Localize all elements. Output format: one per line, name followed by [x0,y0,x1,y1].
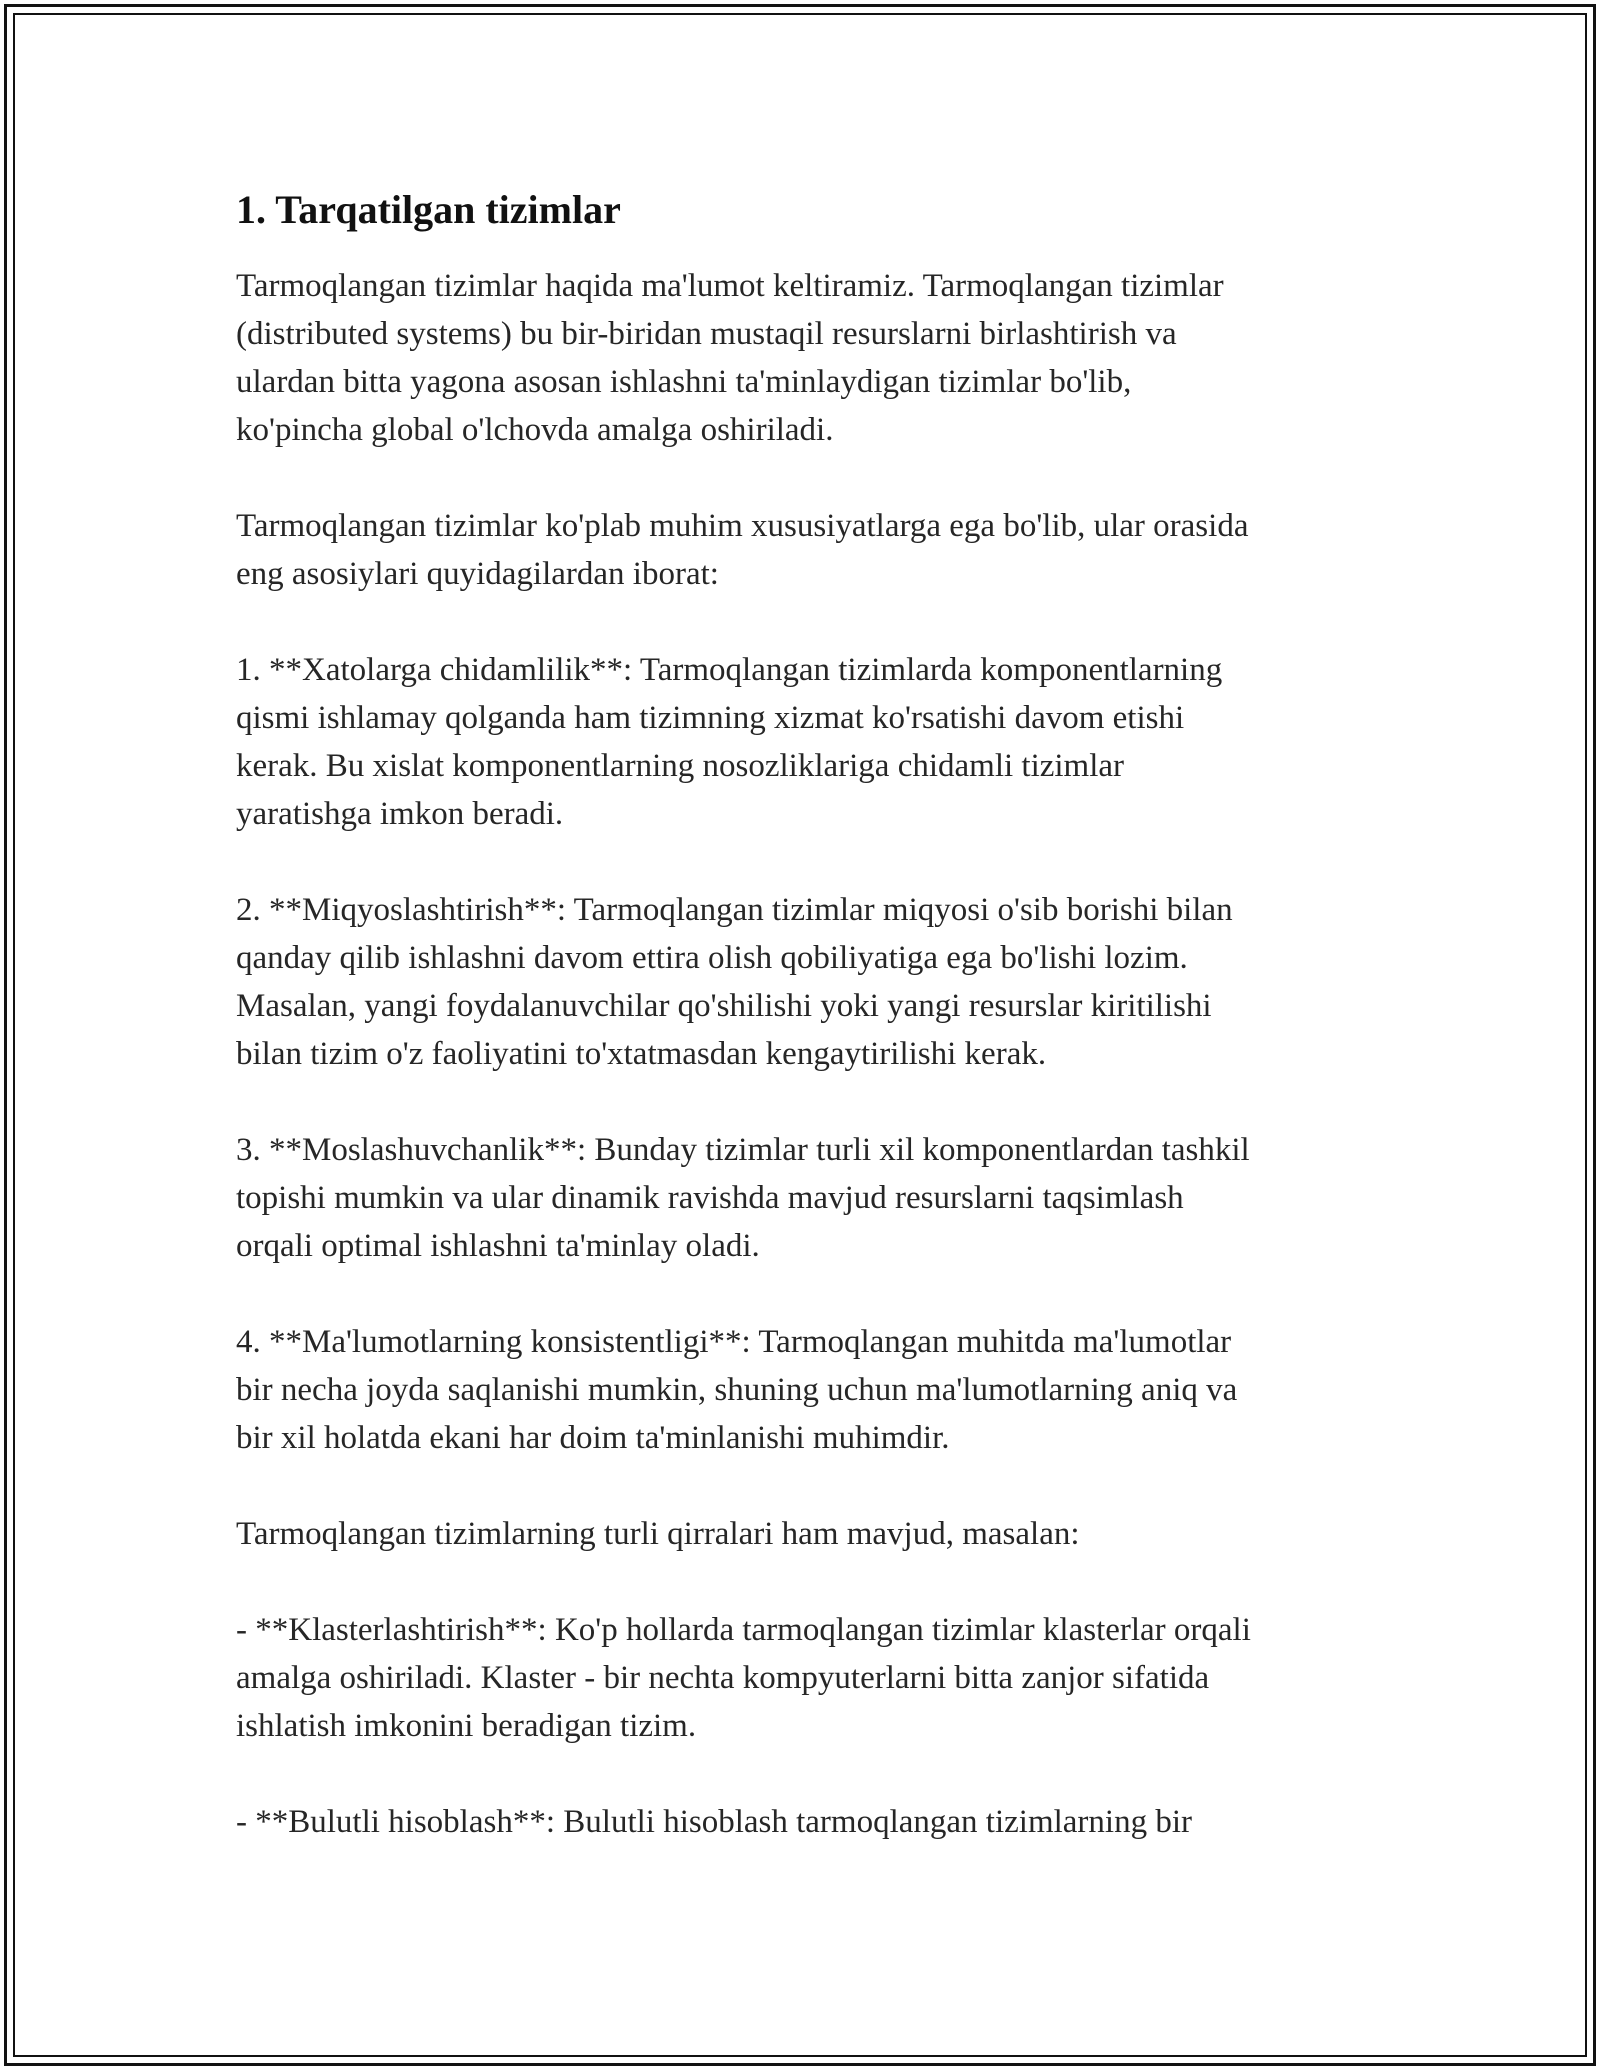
text-line: Masalan, yangi foydalanuvchilar qo'shilishi yoki yangi resurslar kiritilishi [236,988,1212,1024]
text-line: kerak. Bu xislat komponentlarning nosozliklariga chidamli tizimlar [236,748,1125,784]
paragraph-item-2 [236,886,1386,1078]
text-line: qismi ishlamay qolganda ham tizimning xizmat ko'rsatishi davom etishi [236,700,1185,736]
text-line: eng asosiylari quyidagilardan iborat: [236,556,719,592]
text-line: 3. **Moslashuvchanlik**: Bunday tizimlar turli xil komponentlardan tashkil [236,1132,1250,1168]
text-line: orqali optimal ishlashni ta'minlay oladi. [236,1228,760,1264]
text-line: bir xil holatda ekani har doim ta'minlanishi muhimdir. [236,1420,950,1456]
paragraph-item-3 [236,1126,1386,1270]
text-line: - **Bulutli hisoblash**: Bulutli hisoblash tarmoqlangan tizimlarning bir [236,1804,1193,1840]
text-line: topishi mumkin va ular dinamik ravishda mavjud resurslarni taqsimlash [236,1180,1184,1216]
paragraph-aspects-intro [236,1510,1386,1558]
text-line: ko'pincha global o'lchovda amalga oshiriladi. [236,412,834,448]
paragraph-properties-intro [236,502,1386,598]
text-line: ulardan bitta yagona asosan ishlashni ta'minlaydigan tizimlar bo'lib, [236,364,1132,400]
paragraph-clustering [236,1606,1386,1750]
text-line: Tarmoqlangan tizimlarning turli qirralari ham mavjud, masalan: [236,1516,1080,1552]
text-line: ishlatish imkonini beradigan tizim. [236,1708,697,1744]
document-body [236,186,1386,1846]
paragraph-cloud-computing [236,1798,1386,1846]
text-line: Tarmoqlangan tizimlar ko'plab muhim xususiyatlarga ega bo'lib, ular orasida [236,508,1249,544]
text-line: - **Klasterlashtirish**: Ko'p hollarda tarmoqlangan tizimlar klasterlar orqali [236,1612,1251,1648]
text-line: bir necha joyda saqlanishi mumkin, shuning uchun ma'lumotlarning aniq va [236,1372,1238,1408]
text-line: 1. **Xatolarga chidamlilik**: Tarmoqlangan tizimlarda komponentlarning [236,652,1223,688]
text-line: bilan tizim o'z faoliyatini to'xtatmasdan kengaytirilishi kerak. [236,1036,1047,1072]
page-title: 1. Tarqatilgan tizimlar [236,187,621,232]
text-line: yaratishga imkon beradi. [236,796,564,832]
paragraph-intro [236,262,1386,454]
text-line: Tarmoqlangan tizimlar haqida ma'lumot keltiramiz. Tarmoqlangan tizimlar [236,268,1224,304]
text-line: (distributed systems) bu bir-biridan mustaqil resurslarni birlashtirish va [236,316,1177,352]
text-line: amalga oshiriladi. Klaster - bir nechta kompyuterlarni bitta zanjor sifatida [236,1660,1210,1696]
paragraph-item-1 [236,646,1386,838]
text-line: qanday qilib ishlashni davom ettira olish qobiliyatiga ega bo'lishi lozim. [236,940,1188,976]
text-line: 2. **Miqyoslashtirish**: Tarmoqlangan tizimlar miqyosi o'sib borishi bilan [236,892,1233,928]
paragraph-item-4 [236,1318,1386,1462]
text-line: 4. **Ma'lumotlarning konsistentligi**: Tarmoqlangan muhitda ma'lumotlar [236,1324,1232,1360]
